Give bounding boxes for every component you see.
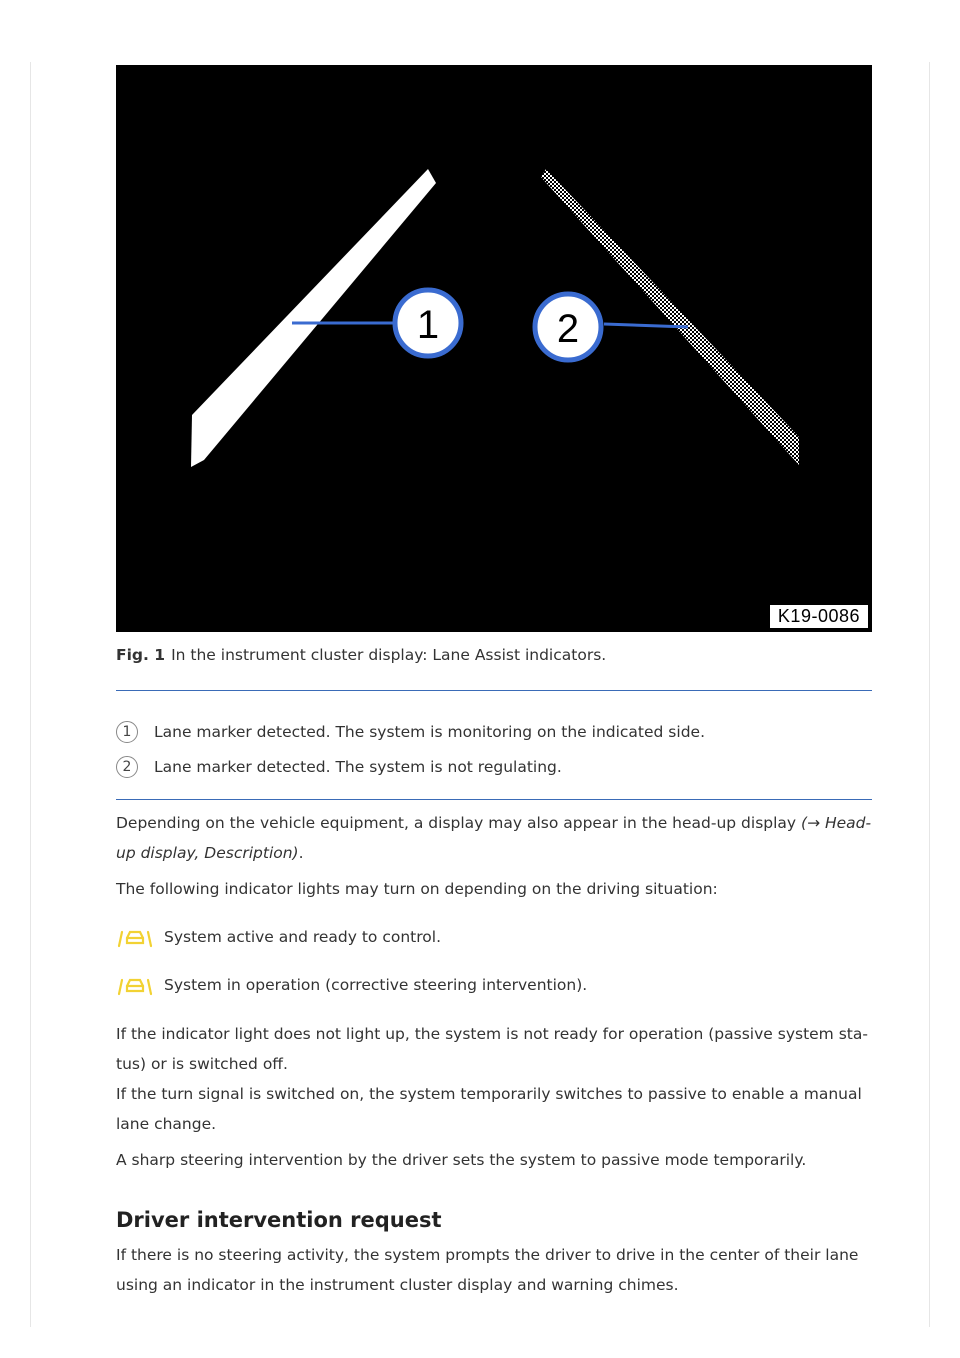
figure-caption [116, 646, 606, 664]
legend-text: Lane marker detected. The system is not regulating. [154, 758, 562, 776]
indicator-row [116, 974, 587, 996]
figure-caption-text: In the instrument cluster display: Lane Assist indicators. [171, 646, 607, 664]
paragraph-steering-intervention: A sharp steering intervention by the driver sets the system to passive mode temporarily. [116, 1151, 807, 1169]
legend-item [116, 721, 705, 743]
legend-top-rule [116, 690, 872, 691]
paragraph-driver-intervention: If there is no steering activity, the system prompts the driver to drive in the center of their lane using an indicator in the instrument cluster display and warning chimes. [116, 1246, 859, 1294]
figure-caption-label: Fig. 1 [116, 646, 166, 664]
callout-1-number: 1 [416, 303, 440, 347]
indicator-text: System in operation (corrective steering intervention). [164, 976, 588, 994]
figure-code: K19-0086 [769, 604, 869, 629]
section-heading: Driver intervention request [116, 1208, 442, 1232]
cross-reference-link[interactable]: (→ Head-up display, Description) [116, 814, 872, 862]
paragraph-turn-signal: If the turn signal is switched on, the system temporarily switches to passive to enable a manual lane change. [116, 1085, 862, 1133]
lane-assist-illustration [116, 65, 872, 632]
indicator-text: System active and ready to control. [164, 928, 442, 946]
paragraph-passive-status: If the indicator light does not light up, the system is not ready for operation (passive system sta-tus) or is switched off. [116, 1025, 868, 1073]
page-border-right [929, 62, 930, 1327]
paragraph-head-up-display [116, 808, 876, 868]
callout-2-number: 2 [556, 307, 580, 351]
legend-number: 1 [116, 721, 138, 743]
paragraph-text: Depending on the vehicle equipment, a display may also appear in the head-up display [116, 814, 802, 832]
page-border-left [30, 62, 31, 1327]
lane-assist-icon [116, 974, 154, 996]
paragraph-end: . [298, 844, 304, 862]
legend-bottom-rule [116, 799, 872, 800]
legend-item [116, 756, 562, 778]
lane-assist-icon [116, 926, 154, 948]
paragraph-indicator-intro: The following indicator lights may turn on depending on the driving situation: [116, 880, 718, 898]
lane-assist-figure [116, 65, 872, 632]
legend-number: 2 [116, 756, 138, 778]
indicator-row [116, 926, 441, 948]
legend-text: Lane marker detected. The system is monitoring on the indicated side. [154, 723, 705, 741]
